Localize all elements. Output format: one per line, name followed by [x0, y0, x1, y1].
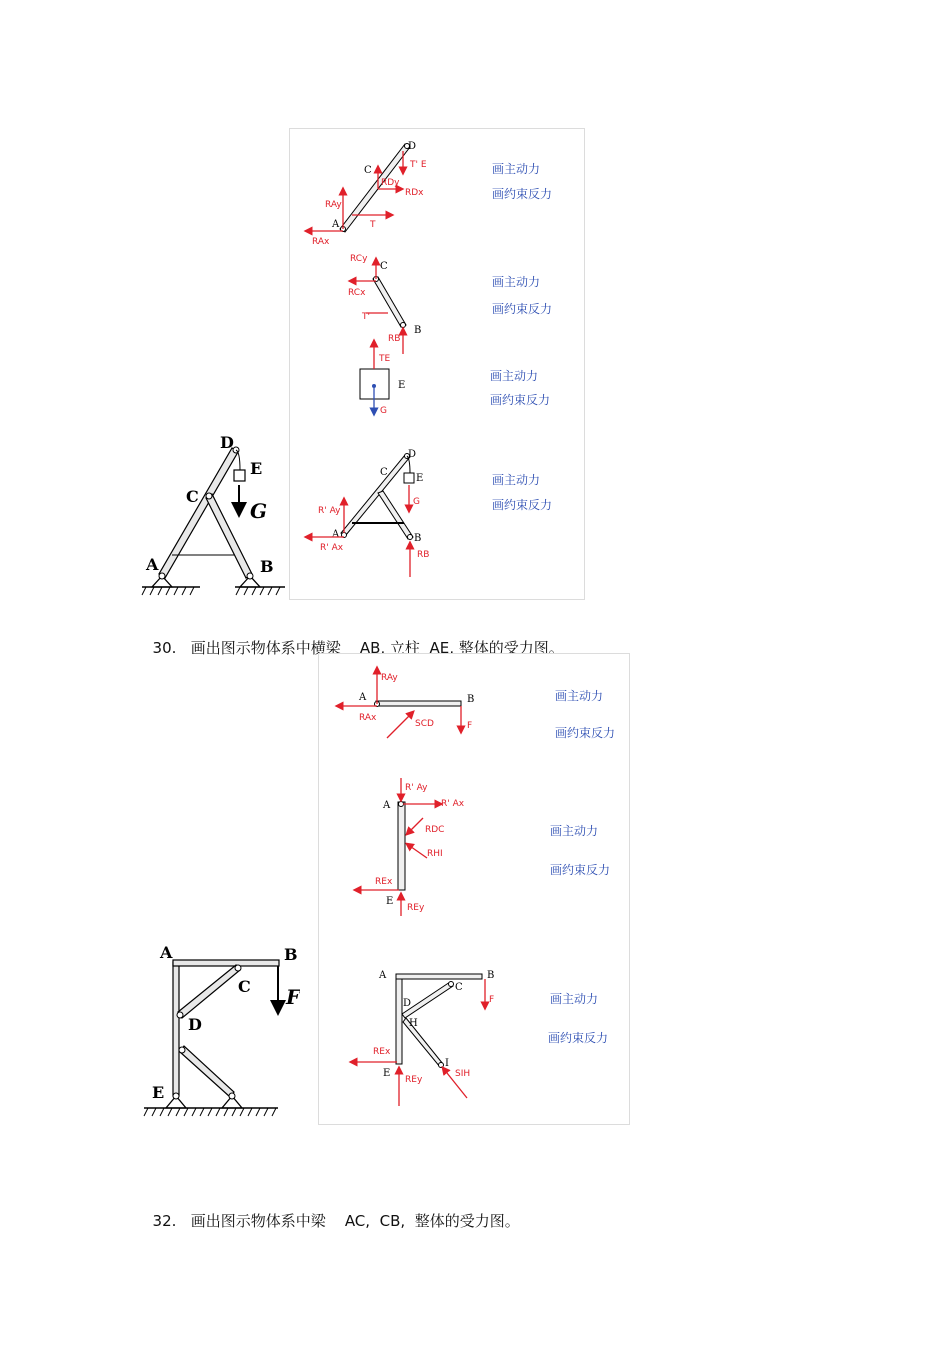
- fbd6-RDC: RDC: [425, 825, 445, 835]
- fig1-label-G: G: [250, 499, 268, 523]
- fbd1-main-label: 画主动力: [492, 162, 541, 176]
- svg-text:C: C: [380, 261, 388, 272]
- fbd7-constraint-label: 画约束反力: [548, 1031, 609, 1045]
- svg-text:C: C: [364, 165, 372, 176]
- fbd1-constraint-label: 画约束反力: [492, 187, 553, 201]
- fbd2-Tp: T': [362, 312, 370, 322]
- q32-text3: 整体的受力图。: [414, 1212, 520, 1230]
- fbd4-RAy: R' Ay: [318, 506, 341, 516]
- fbd1-RDy: RDy: [381, 178, 400, 188]
- fbd5-SCD: SCD: [415, 719, 434, 729]
- q30-part1: AB,: [359, 639, 386, 657]
- svg-text:A: A: [383, 800, 391, 811]
- fbd3-constraint-label: 画约束反力: [490, 393, 551, 407]
- fbd6-REy: REy: [407, 903, 425, 913]
- fbd6-main-label: 画主动力: [550, 824, 599, 838]
- svg-text:B: B: [467, 694, 475, 705]
- fbd6-RAy: R' Ay: [405, 783, 428, 793]
- svg-text:D: D: [408, 449, 417, 460]
- svg-text:C: C: [380, 467, 388, 478]
- svg-text:B: B: [414, 533, 422, 544]
- fbd2-RCx: RCx: [348, 288, 366, 298]
- fbd7-REx: REx: [373, 1047, 391, 1057]
- fig2-label-F: F: [286, 985, 300, 1009]
- fbd2-constraint-label: 画约束反力: [492, 302, 553, 316]
- fbd4-RB: RB: [417, 550, 430, 560]
- fbd7-I: I: [445, 1058, 449, 1069]
- fbd7-main-label: 画主动力: [550, 992, 599, 1006]
- fbd5-RAx: RAx: [359, 713, 377, 723]
- fbd2-RB: RB: [388, 334, 401, 344]
- fbd6-constraint-label: 画约束反力: [550, 863, 611, 877]
- fig2-label-C: C: [238, 977, 251, 996]
- fig2-label-E: E: [152, 1083, 165, 1102]
- fbd1-RAy: RAy: [325, 200, 342, 210]
- fbd6-RHI: RHI: [427, 849, 443, 859]
- question-32: [143, 1192, 520, 1231]
- svg-text:A: A: [379, 970, 387, 981]
- svg-text:B: B: [487, 970, 495, 981]
- fbd7-H: H: [409, 1018, 418, 1029]
- fbd7-F: F: [489, 995, 495, 1005]
- fig2-label-B: B: [284, 945, 298, 964]
- fbd1-Tp: T' E: [410, 160, 427, 170]
- fig2-label-D: D: [188, 1015, 202, 1034]
- fbd4-main-label: 画主动力: [492, 473, 541, 487]
- svg-text:E: E: [383, 1068, 391, 1079]
- q30-part2: AE,: [429, 639, 454, 657]
- fig1-label-B: B: [260, 557, 274, 576]
- frame-diagram-1: [140, 430, 290, 600]
- q30-text2: 立柱: [389, 639, 420, 657]
- fbd2-main-label: 画主动力: [492, 275, 541, 289]
- fbd5-main-label: 画主动力: [555, 689, 604, 703]
- fbd7-SIH: SIH: [455, 1069, 471, 1079]
- fbd3-TE: TE: [379, 354, 391, 364]
- frame-diagram-2: [140, 940, 300, 1125]
- q32-text: 画出图示物体系中梁: [190, 1212, 326, 1230]
- fbd6-RAx: R' Ax: [441, 799, 465, 809]
- fig1-label-C: C: [186, 487, 199, 506]
- svg-text:B: B: [414, 325, 422, 336]
- svg-text:A: A: [332, 219, 340, 230]
- svg-text:E: E: [398, 380, 406, 391]
- q30-number: 30.: [152, 639, 177, 657]
- q32-number: 32.: [152, 1212, 177, 1230]
- fbd1-T: T: [370, 220, 376, 230]
- fbd5-RAy: RAy: [381, 673, 398, 683]
- fbd1-RDx: RDx: [405, 188, 424, 198]
- q32-part1: AC,: [344, 1212, 371, 1230]
- q30-text3: 整体的受力图。: [458, 639, 564, 657]
- fbd5-F: F: [467, 721, 473, 731]
- fbd-panel-1: [289, 128, 585, 600]
- svg-text:D: D: [408, 141, 417, 152]
- fig1-label-A: A: [146, 555, 159, 574]
- fbd5-constraint-label: 画约束反力: [555, 726, 616, 740]
- svg-text:A: A: [359, 692, 367, 703]
- fbd1-RAx: RAx: [312, 237, 330, 247]
- q30-text: 画出图示物体系中横梁: [190, 639, 341, 657]
- fbd7-REy: REy: [405, 1075, 423, 1085]
- fig1-label-E: E: [250, 459, 263, 478]
- q32-part2: CB,: [379, 1212, 406, 1230]
- fig1-label-D: D: [220, 433, 234, 452]
- fbd4-constraint-label: 画约束反力: [492, 498, 553, 512]
- fig2-label-A: A: [160, 943, 173, 962]
- fbd3-main-label: 画主动力: [490, 369, 539, 383]
- svg-text:E: E: [386, 896, 394, 907]
- svg-text:D: D: [403, 998, 412, 1009]
- fbd-panel-2: [318, 653, 630, 1125]
- svg-text:C: C: [455, 982, 463, 993]
- fbd3-G: G: [380, 406, 387, 416]
- fbd4-RAx: R' Ax: [320, 543, 344, 553]
- svg-text:A: A: [332, 529, 340, 540]
- svg-text:E: E: [416, 473, 424, 484]
- fbd6-REx: REx: [375, 877, 393, 887]
- fbd4-G: G: [413, 497, 420, 507]
- fbd2-RCy: RCy: [350, 254, 368, 264]
